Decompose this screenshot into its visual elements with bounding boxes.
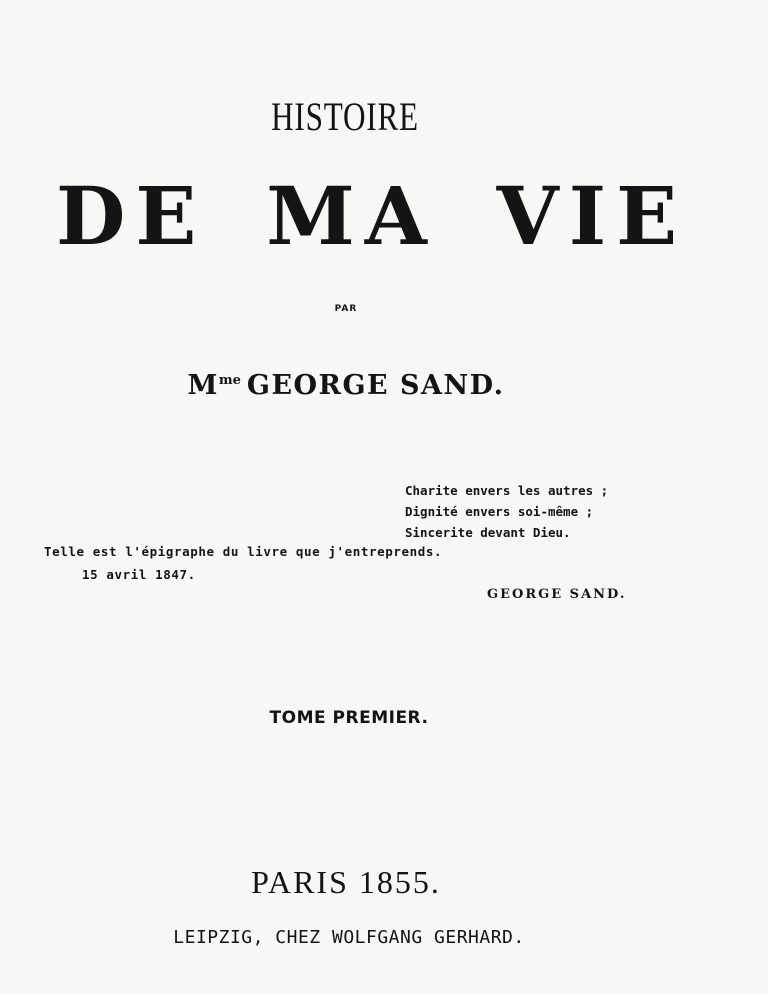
epigraph-note: Telle est l'épigraphe du livre que j'entreprends. (44, 544, 443, 559)
by-label: PAR (334, 304, 358, 314)
title-line-de-ma-vie: DE MA VIE (56, 169, 688, 263)
imprint-publisher: LEIPZIG, CHEZ WOLFGANG GERHARD. (173, 927, 525, 948)
author-name: GEORGE SAND. (246, 370, 505, 401)
epigraph-line: Sincerite devant Dieu. (405, 525, 571, 540)
epigraph-signature: GEORGE SAND. (487, 587, 627, 602)
author-prefix: M (187, 370, 219, 401)
volume-label: TOME PREMIER. (269, 708, 429, 728)
imprint-city-year: PARIS 1855. (251, 864, 441, 900)
epigraph-date: 15 avril 1847. (82, 567, 196, 582)
author-line (0, 370, 692, 401)
epigraph (405, 480, 608, 543)
title-line-histoire: HISTOIRE (271, 94, 419, 139)
author-prefix-superscript: me (218, 373, 241, 388)
epigraph-line: Charite envers les autres ; (405, 483, 609, 498)
epigraph-line: Dignité envers soi-même ; (405, 504, 594, 519)
